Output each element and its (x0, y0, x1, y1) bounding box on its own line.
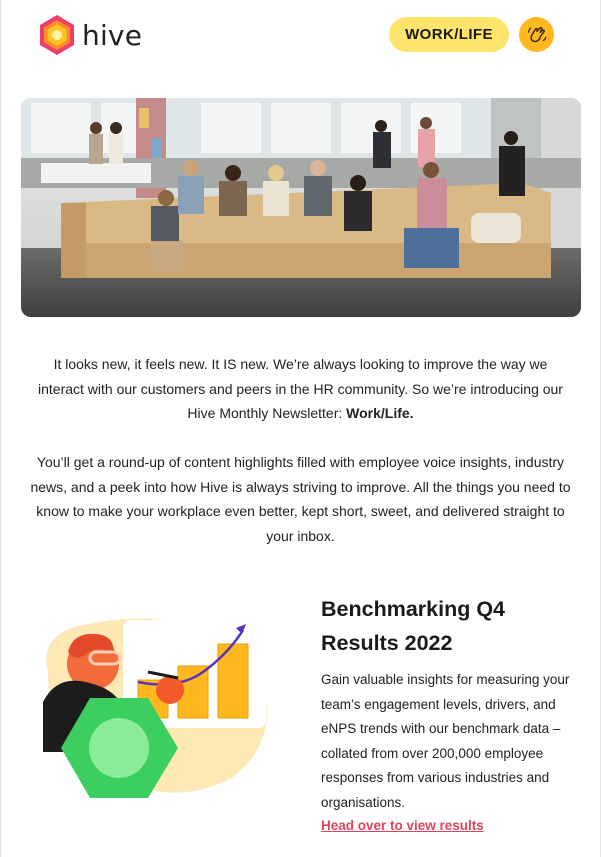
feature-title: Benchmarking Q4 Results 2022 (321, 597, 505, 655)
intro-paragraph-1 (30, 352, 571, 426)
frame-left-border (0, 0, 1, 857)
view-results-link[interactable]: Head over to view results (321, 818, 484, 833)
benchmark-illustration (28, 612, 278, 807)
person-with-rising-bar-chart-illustration (28, 612, 278, 807)
hand-wave-button[interactable] (519, 17, 554, 52)
newsletter-name: Work/Life. (346, 405, 414, 421)
feature-description: Gain valuable insights for measuring your team’s engagement levels, drivers, and eNPS trends with our benchmark data – collated from over 200,000 employee responses from various industries and organisations. (321, 672, 570, 810)
hive-hexagon-icon (38, 14, 76, 56)
hive-logo[interactable] (38, 14, 142, 56)
hand-wave-icon (526, 24, 548, 46)
intro-paragraph-2: You’ll get a round-up of content highlights filled with employee voice insights, industry news, and a peek into how Hive is always striving to improve. All the things you need to know to make your workplace even better, kept short, sweet, and delivered straight to your inbox. (30, 454, 571, 544)
logo-wordmark: hive (82, 18, 143, 52)
intro-text-1: It looks new, it feels new. It IS new. We’re always looking to improve the way we interact with our customers and peers in the HR community. So we’re introducing our Hive Monthly Newsletter: (38, 356, 563, 421)
work-life-badge[interactable]: WORK/LIFE (389, 17, 509, 52)
office-team-photo (21, 98, 581, 317)
newsletter-header (0, 0, 601, 80)
hero-office-photo (21, 98, 581, 317)
